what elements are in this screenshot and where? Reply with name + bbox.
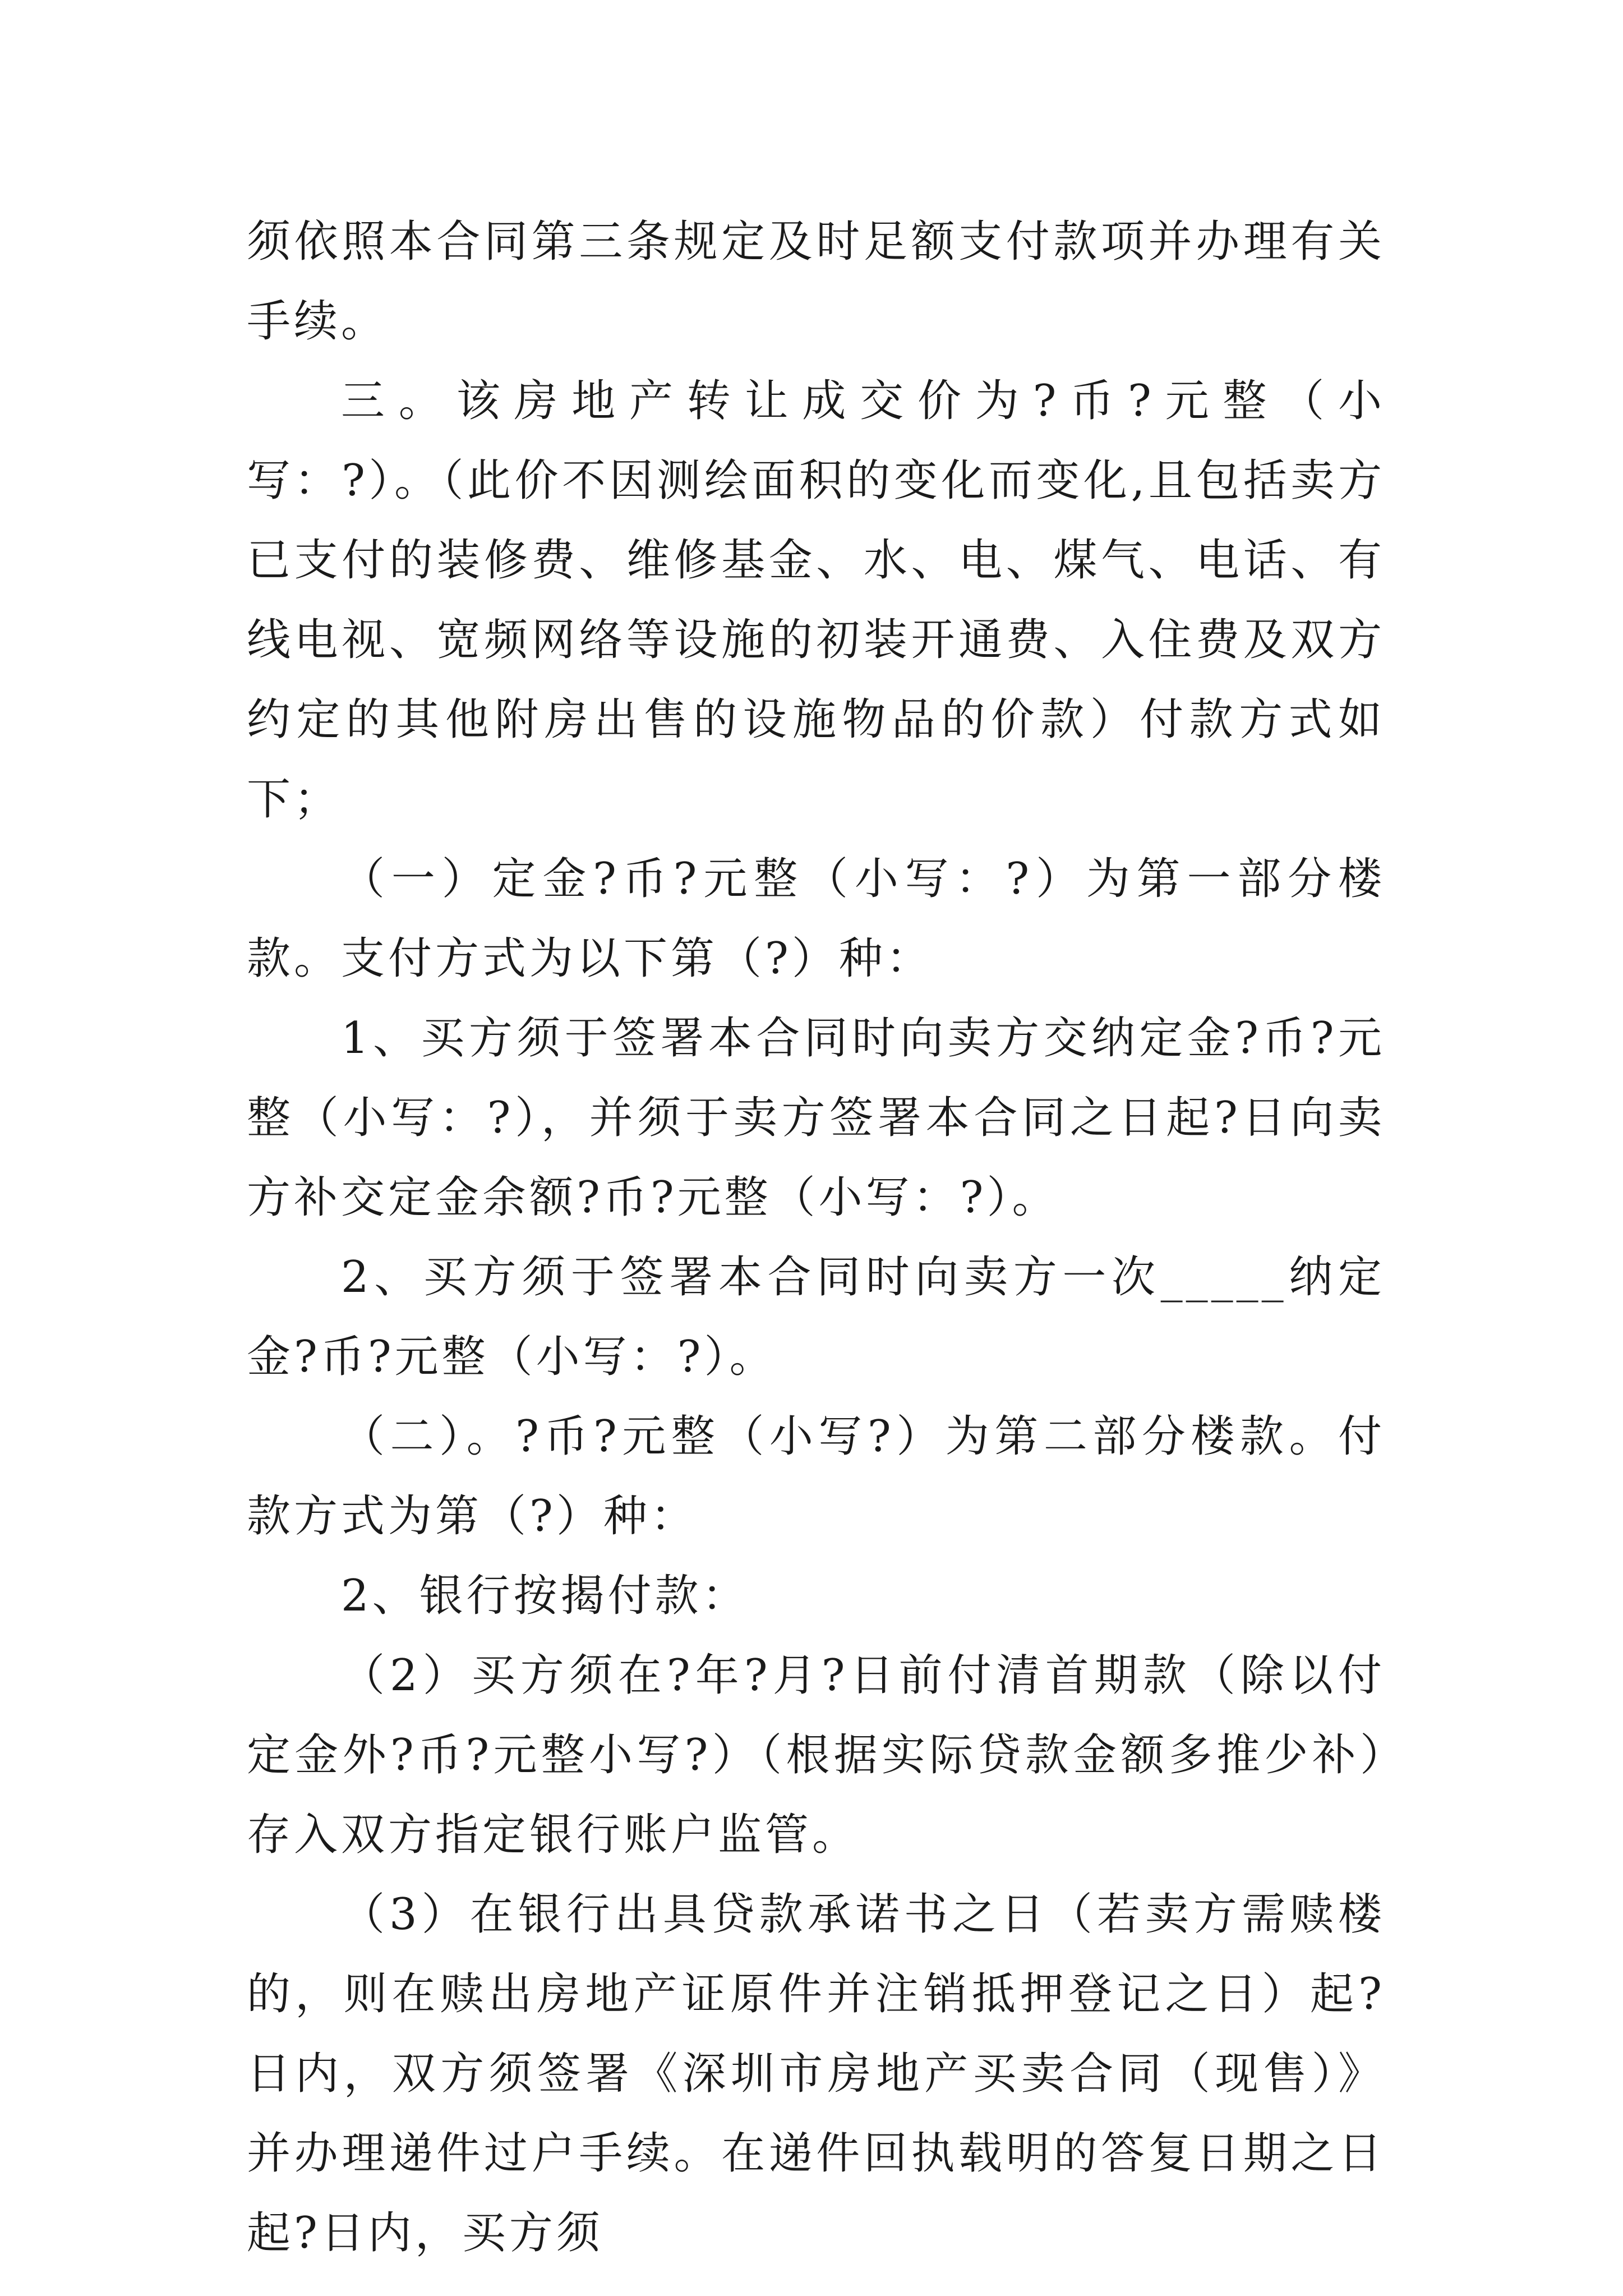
document-body <box>247 202 1385 2273</box>
paragraph-1: 须依照本合同第三条规定及时足额支付款项并办理有关手续。 <box>247 217 1385 347</box>
paragraph-9: （3）在银行出具贷款承诺书之日（若卖方需赎楼的，则在赎出房地产证原件并注销抵押登记之日）起?日内，双方须签署《深圳市房地产买卖合同（现售）》并办理递件过户手续。在递件回执载明的答复日期之日起?日内，买方须 <box>247 1889 1385 2258</box>
paragraph-5: 2、买方须于签署本合同时向卖方一次_____纳定金?币?元整（小写：?）。 <box>247 1252 1385 1382</box>
paragraph-6: （二）。?币?元整（小写?）为第二部分楼款。付款方式为第（?）种： <box>247 1411 1385 1542</box>
paragraph-8: （2）买方须在?年?月?日前付清首期款（除以付定金外?币?元整小写?）（根据实际贷款金额多推少补）存入双方指定银行账户监管。 <box>247 1650 1385 1860</box>
paragraph-4: 1、买方须于签署本合同时向卖方交纳定金?币?元整（小写：?），并须于卖方签署本合同之日起?日向卖方补交定金余额?币?元整（小写：?）。 <box>247 1013 1385 1223</box>
paragraph-3: （一）定金?币?元整（小写：?）为第一部分楼款。支付方式为以下第（?）种： <box>247 854 1385 984</box>
paragraph-2: 三。该房地产转让成交价为?币?元整（小写：?）。（此价不因测绘面积的变化而变化,且包括卖方已支付的装修费、维修基金、水、电、煤气、电话、有线电视、宽频网络等设施的初装开通费、入住费及双方约定的其他附房出售的设施物品的价款）付款方式如下； <box>247 376 1385 825</box>
paragraph-7: 2、银行按揭付款： <box>341 1571 749 1621</box>
